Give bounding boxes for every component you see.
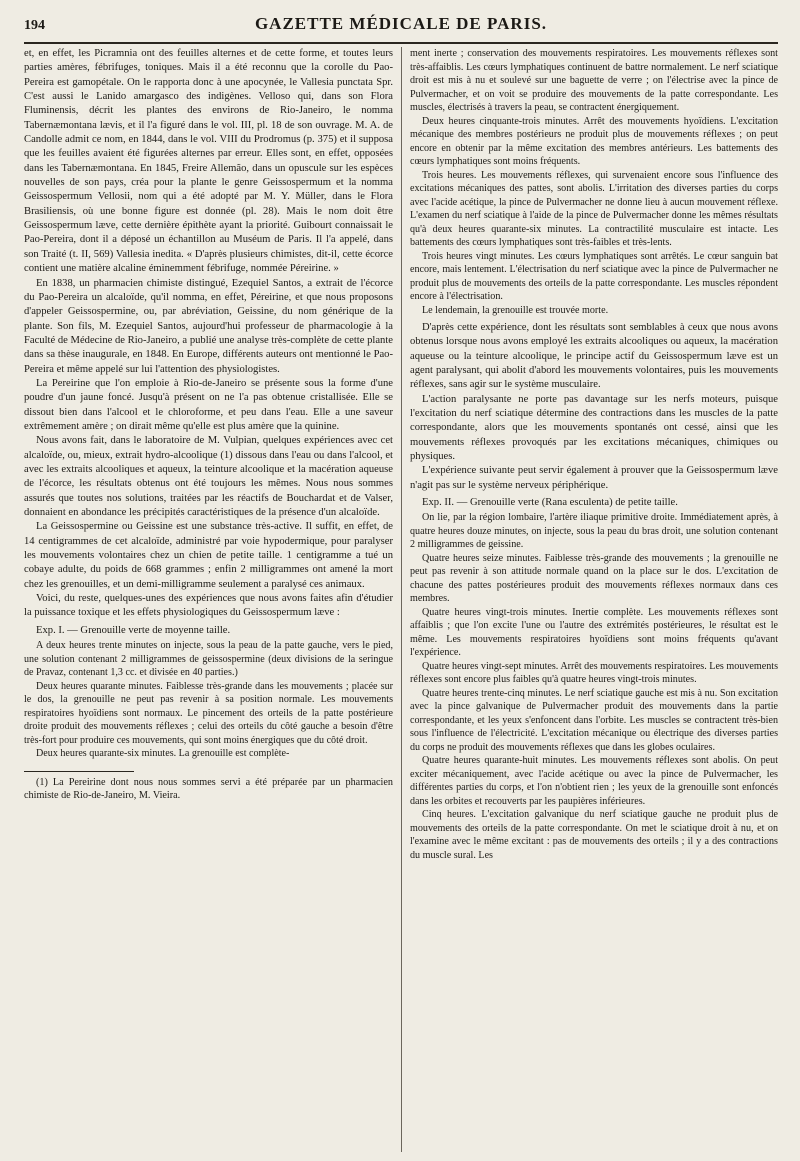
paragraph: La Pereirine que l'on emploie à Rio-de-Janeiro se présente sous la forme d'une poudre d'un jaune foncé. Jusqu'à présent on ne l'a pas obtenue cristallisée. Elle se dissout bien dans l'alcool et le chloroforme, et peu dans l'eau. Elle a une saveur extrêmement amère ; on dirait même qu'elle est plus amère que la quinine. (24, 377, 393, 432)
paragraph: Quatre heures vingt-trois minutes. Inertie complète. Les mouvements réflexes sont affaiblis ; que l'on excite l'une ou l'autre des extrémités postérieures, le résultat est le même. Les mouvements respiratoires hyoïdiens sont moins fréquents qu'avant l'expérience. (410, 606, 778, 659)
paragraph: Cinq heures. L'excitation galvanique du nerf sciatique gauche ne produit plus de mouvements des orteils de la patte correspondante. On met le sciatique droit à nu, et on l'examine avec le même excitant : pas de mouvements des orteils ; il y a des contractions du muscle sural. Les (410, 809, 778, 861)
two-column-body (24, 47, 778, 1152)
paragraph: Trois heures. Les mouvements réflexes, qui survenaient encore sous l'influence des excitations mécaniques des pattes, sont abolis. L'irritation des diverses parties du corps avec l'acide acétique, la pince de Pulvermacher ne donne lieu à aucun mouvement réflexe. L'examen du nerf sciatique à l'aide de la pince de Pulvermacher donne les mêmes résultats qu'à deux heures quarante-six minutes. La contractilité musculaire est intacte. Les battements des cœurs lymphatiques sont très-faibles et très-lents. (410, 169, 778, 248)
right-column (401, 47, 778, 1152)
paragraph: Le lendemain, la grenouille est trouvée morte. (422, 304, 609, 316)
paragraph: et, en effet, les Picramnia ont des feuilles alternes et de cette forme, et toutes leurs parties amères, fébrifuges, toniques. Mais il a été reconnu que la corolle du Pao-Pereira est gamopétale. On le rapporta donc à une apocynée, le Vallesia punctata Spr. C'est aussi le Lanido amargasco des indigènes. Velloso qui, dans son Flora Fluminensis, décrit les plantes des environs de Rio-Janeiro, le nomma Tabernæmontana lævis, et il l'a figuré dans le vol. III, pl. 18 de son ouvrage. M. A. de Candolle admit ce nom, en 1844, dans le vol. VIII du Prodromus (p. 375) et il supposa que les feuilles avaient été figurées alternes par erreur. Elles sont, en effet, opposées dans les Tabernæmontana. En 1845, Freire Allemão, dans un opuscule sur les espèces nouvelles de son pays, créa pour la plante le genre Geissospermum et la nomma Geissospermum Vellosii, nom qui a été adopté par M. Y. Müller, dans le Flora Brasiliensis, où une bonne figure est donnée (pl. 28). Mais le nom doit être Geissospermum læve, cette dernière épithète ayant la priorité. Guibourt connaissait le Pao-Pereira, dont il a déposé un échantillon au Muséum de Paris. Il l'a appelé, dans son Traité (t. II, 569) Vallesia inedita. « D'après plusieurs chimistes, dit-il, cette écorce contient une matière alcaline éminemment fébrifuge, nommée Péreirine. » (24, 48, 393, 275)
paragraph: D'après cette expérience, dont les résultats sont semblables à ceux que nous avons obtenus lorsque nous avons employé les extraits alcooliques ou aqueux, la macération aqueuse ou la teinture alcoolique, le principe actif du Geissospermum læve est un agent paralysant, qui abolit d'abord les mouvements volontaires, puis les mouvements réflexes, sans agir sur le système musculaire. (410, 322, 778, 391)
paragraph: On lie, par la région lombaire, l'artère iliaque primitive droite. Immédiatement après, à quatre heures douze minutes, on injecte, sous la peau du bras droit, une solution contenant 2 milligrammes de geissine. (410, 512, 778, 551)
page-header (24, 14, 778, 36)
experiment-heading: Exp. I. — Grenouille verte de moyenne taille. (36, 624, 231, 636)
paragraph: L'action paralysante ne porte pas davantage sur les nerfs moteurs, puisque l'excitation du nerf sciatique détermine des contractions dans les muscles de la patte correspondante, alors que les mouvements spontanés ont cessé, ainsi que les mouvements réflexes provoqués par les excitations mécaniques, chimiques ou physiques. (410, 393, 778, 463)
paragraph: Trois heures vingt minutes. Les cœurs lymphatiques sont arrêtés. Le cœur sanguin bat encore, mais lentement. L'électrisation du nerf sciatique avec la pince de Pulvermacher ne produit plus de mouvements des orteils de la patte correspondante. Les muscles répondent encore à l'électrisation. (410, 250, 778, 302)
experiment-heading: Exp. II. — Grenouille verte (Rana esculenta) de petite taille. (422, 497, 678, 509)
page-number: 194 (24, 18, 45, 33)
left-column (24, 47, 401, 1152)
paragraph: En 1838, un pharmacien chimiste distingué, Ezequiel Santos, a extrait de l'écorce du Pao-Pereira un alcaloïde, qu'il nomma, en effet, Péreirine, et que nous proposons d'appeler Geissospermine, ou, par abréviation, Geissine, du nom générique de la plante. Son fils, M. Ezequiel Santos, aujourd'hui professeur de pharmacologie à la Faculté de Médecine de Rio-Janeiro, a publié une analyse très-complète de cette plante dans sa thèse inaugurale, en 1848. En Europe, différents auteurs ont mentionné le Pao-Pereira et même appelé sur lui l'attention des physiologistes. (24, 277, 393, 375)
paragraph: ment inerte ; conservation des mouvements respiratoires. Les mouvements réflexes sont très-affaiblis. Les cœurs lymphatiques continuent de battre normalement. Le nerf sciatique droit est mis à nu et soulevé sur une baguette de verre ; on l'électrise avec la pince de Pulvermacher, et on voit se produire des mouvements de la patte correspondante. Les muscles, électrisés à travers la peau, se contractent énergiquement. (410, 48, 778, 113)
paragraph: Deux heures quarante minutes. Faiblesse très-grande dans les mouvements ; placée sur le dos, la grenouille ne peut pas revenir à sa position normale. Les mouvements respiratoires hyoïdiens sont normaux. Le pincement des orteils de la patte postérieure droite produit des mouvements réflexes ; celui des orteils du côté gauche a besoin d'être très-fort pour produire ces mouvements, qui sont moins énergiques que du côté droit. (24, 680, 393, 746)
paragraph: A deux heures trente minutes on injecte, sous la peau de la patte gauche, vers le pied, une solution contenant 2 milligrammes de geissospermine (deux divisions de la seringue de Pravaz, contenant 1,3 cc. et divisée en 40 parties.) (24, 640, 393, 679)
paragraph: Quatre heures seize minutes. Faiblesse très-grande des mouvements ; la grenouille ne peut pas revenir à son attitude normale quand on la place sur le dos. L'excitation de chacune des pattes postérieures produit des mouvements réflexes normaux dans ces membres. (410, 552, 778, 605)
footnote: (1) La Pereirine dont nous nous sommes servi a été préparée par un pharmacien chimiste de Rio-de-Janeiro, M. Vieira. (24, 776, 393, 802)
header-rule (24, 42, 778, 44)
paragraph: Voici, du reste, quelques-unes des expériences que nous avons faites afin d'étudier la puissance toxique et les effets physiologiques du Geissospermum læve : (24, 593, 393, 619)
paragraph: La Geissospermine ou Geissine est une substance très-active. Il suffit, en effet, de 14 centigrammes de cet alcaloïde, administré par voie hypodermique, pour paralyser les mouvements volontaires chez un chien de petite taille. 1 centigramme a tué un cobaye adulte, du poids de 668 grammes ; enfin 2 milligrammes ont amené la mort chez les grenouilles, et un demi-milligramme seulement a paralysé ces animaux. (24, 521, 393, 590)
running-title: GAZETTE MÉDICALE DE PARIS. (254, 14, 548, 33)
paragraph: Deux heures quarante-six minutes. La grenouille est complète- (36, 748, 290, 760)
paragraph: Quatre heures trente-cinq minutes. Le nerf sciatique gauche est mis à nu. Son excitation avec la pince galvanique de Pulvermacher produit des mouvements dans la partie correspondante, et les yeux s'enfoncent dans l'orbite. Les muscles se contractent très-bien sous l'influence de l'électricité. L'excitation mécanique ou électrique des diverses parties du corps ne produit des mouvements réflexes que dans les globes oculaires. (410, 687, 778, 753)
paragraph: Deux heures cinquante-trois minutes. Arrêt des mouvements hyoïdiens. L'excitation mécanique des membres postérieurs ne produit plus de mouvements réflexes ; on peut encore en obtenir par la même excitation des membres antérieurs. Les battements des cœurs lymphatiques sont moins fréquents. (410, 115, 778, 167)
paragraph: Quatre heures quarante-huit minutes. Les mouvements réflexes sont abolis. On peut exciter mécaniquement, avec l'acide acétique ou avec la pince de Pulvermacher, les différentes parties du corps, et l'on n'obtient rien ; les yeux de la grenouille sont enfoncés dans les orbites et recouverts par les paupières inférieures. (410, 755, 778, 807)
paragraph: Quatre heures vingt-sept minutes. Arrêt des mouvements respiratoires. Les mouvements réflexes sont encore plus faibles qu'à quatre heures vingt-trois minutes. (410, 660, 778, 686)
footnote-rule (24, 771, 134, 772)
paragraph: Nous avons fait, dans le laboratoire de M. Vulpian, quelques expériences avec cet alcaloïde, ou, mieux, extrait hydro-alcoolique (1) dissous dans l'eau ou dans l'alcool, et avec les extraits alcooliques et aqueux, la teinture alcoolique et la macération aqueuse de l'écorce, les résultats obtenus ont été toujours les mêmes. Nous nous sommes assurés que toutes nos solutions, traitées par les réactifs de Bouchardat et de Valser, donnaient en abondance les précipités caractéristiques de la présence d'un alcaloïde. (24, 435, 393, 518)
paragraph: L'expérience suivante peut servir également à prouver que la Geissospermum læve n'agit pas sur le système nerveux périphérique. (410, 465, 778, 491)
